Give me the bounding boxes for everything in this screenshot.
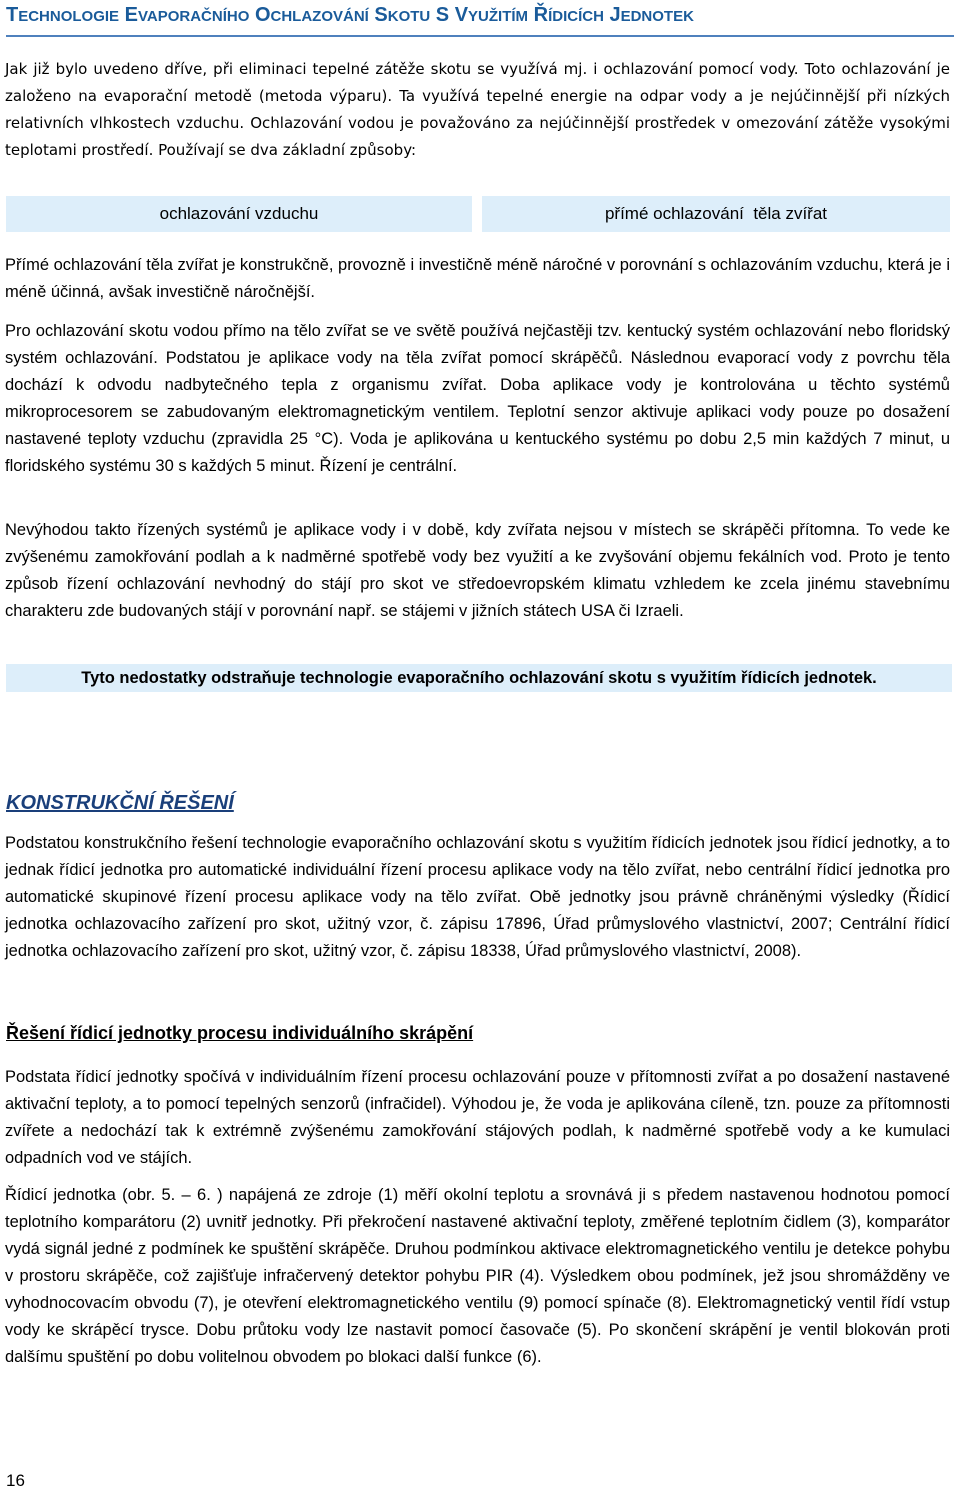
title-word-3: OCHLAZOVÁNÍ xyxy=(254,4,369,26)
paragraph-disadvantages: Nevýhodou takto řízených systémů je aplikace vody i v době, kdy zvířata nejsou v místech se skrápěči přítomna. To vede ke zvýšenému zamokřování podlah a k nadměrné spotřebě vody bez využití a ke zvyšování objemu fekálních vod. Proto je tento způsob řízení ochlazování nevhodný do stájí pro skot ve středoevropském klimatu vzhledem ke zcela jinému stavebnímu charakteru zde budovaných stájí v porovnání např. se stájemi v jižních státech USA či Izraeli. xyxy=(5,521,950,620)
title-word-6: VYUŽITÍM xyxy=(454,4,529,26)
method-box-direct xyxy=(482,196,950,232)
title-word-1: TECHNOLOGIE xyxy=(6,4,120,26)
page-number: 16 xyxy=(6,1471,25,1490)
method-air-label: ochlazování vzduchu xyxy=(159,204,319,223)
title-word-7: ŘÍDICÍCH xyxy=(533,4,604,26)
intro-paragraph: Jak již bylo uvedeno dříve, při eliminaci tepelné zátěže skotu se využívá mj. i ochlazování pomocí vody. Toto ochlazování je založeno na evaporační metodě (metoda výparu). Ta využívá tepelné energie na odpar vody a je nejúčinnější při nízkých relativních vlhkostech vzduchu. Ochlazování vodou je považováno za nejúčinnější prostředek v omezování zátěže vysokými teplotami prostředí. Používají se dva základní způsoby: xyxy=(5,60,950,159)
method-direct-label: přímé ochlazování těla zvířat xyxy=(604,204,828,223)
paragraph-unit-operation: Řídicí jednotka (obr. 5. – 6. ) napájená ze zdroje (1) měří okolní teplotu a srovnává ji s předem nastavenou hodnotou pomocí teplotního komparátoru (2) uvnitř jednotky. Při překročení nastavené aktivační teploty, změřené teplotním čidlem (3), komparátor vydá signál jedné z podmínek ke spuštění skrápěče. Druhou podmínkou aktivace elektromagnetického ventilu je detekce pohybu v prostoru skrápěče, což zajišťuje infračervený detektor pohybu PIR (4). Výsledkem obou podmínek, jež jsou shromážděny ve vyhodnocovacím obvodu (7), je otevření elektromagnetického ventilu (9) pomocí spínače (8). Elektromagnetický ventil řídí vstup vody ke skrápěcí trysce. Dobu průtoku vody lze nastavit pomocí časovače (5). Po skončení skrápění je ventil blokován proti dalšímu spuštění po dobu volitelnou obvodem po blokaci další funkce (6). xyxy=(5,1186,950,1366)
paragraph-systems: Pro ochlazování skotu vodou přímo na tělo zvířat se ve světě používá nejčastěji tzv. kentucký systém ochlazování nebo floridský systém ochlazování. Podstatou je aplikace vody na těla zvířat pomocí skrápěčů. Následnou evaporací vody z povrchu těla dochází k odvodu nadbytečného tepla z organismu zvířat. Doba aplikace vody je kontrolována u těchto systémů mikroprocesorem se zabudovaným elektromagnetickým ventilem. Teplotní senzor aktivuje aplikaci vody pouze po dosažení nastavené teploty vzduchu (zpravidla 25 °C). Voda je aplikována u kentuckého systému po dobu 2,5 min každých 7 minut, u floridského systému 30 s každých 5 minut. Řízení je centrální. xyxy=(5,322,950,475)
section-heading: KONSTRUKČNÍ ŘEŠENÍ xyxy=(6,792,234,814)
paragraph-unit-principle: Podstata řídicí jednotky spočívá v individuálním řízení procesu ochlazování pouze v přítomnosti zvířat a po dosažení nastavené aktivační teploty, a to pomocí tepelných senzorů (infračidel). Výhodou je, že voda je aplikována cíleně, tzn. pouze za přítomnosti zvířete a nedochází tak k extrémně zvýšenému zamokřování stájových podlah, k nadměrné spotřebě vody a ke kumulaci odpadních vod ve stájích. xyxy=(5,1068,950,1167)
paragraph-direct-cooling: Přímé ochlazování těla zvířat je konstrukčně, provozně i investičně méně náročné v porovnání s ochlazováním vzduchu, která je i méně účinná, avšak investičně náročnější. xyxy=(5,256,950,301)
title-word-4: SKOTU xyxy=(374,4,431,26)
page-title xyxy=(6,4,954,37)
paragraph-construction: Podstatou konstrukčního řešení technologie evaporačního ochlazování skotu s využitím řídicích jednotek jsou řídicí jednotky, a to jednak řídicí jednotka pro automatické individuální řízení procesu aplikace vody na tělo zvířat, nebo centrální řídicí jednotka pro automatické skupinové řízení procesu aplikace vody na tělo zvířat. Obě jednotky jsou právně chráněnými výsledky (Řídicí jednotka ochlazovacího zařízení pro skot, užitný vzor, č. zápisu 17896, Úřad průmyslového vlastnictví, 2007; Centrální řídicí jednotka ochlazovacího zařízení pro skot, užitný vzor, č. zápisu 18338, Úřad průmyslového vlastnictví, 2008). xyxy=(5,834,950,960)
title-word-2: EVAPORAČNÍHO xyxy=(124,4,250,26)
title-word-8: JEDNOTEK xyxy=(609,4,694,26)
method-box-air xyxy=(6,196,472,232)
subsection-heading: Řešení řídicí jednotky procesu individuálního skrápění xyxy=(6,1023,474,1043)
title-word-5: S xyxy=(435,4,450,26)
highlight-note: Tyto nedostatky odstraňuje technologie evaporačního ochlazování skotu s využitím řídicích jednotek. xyxy=(6,664,952,692)
